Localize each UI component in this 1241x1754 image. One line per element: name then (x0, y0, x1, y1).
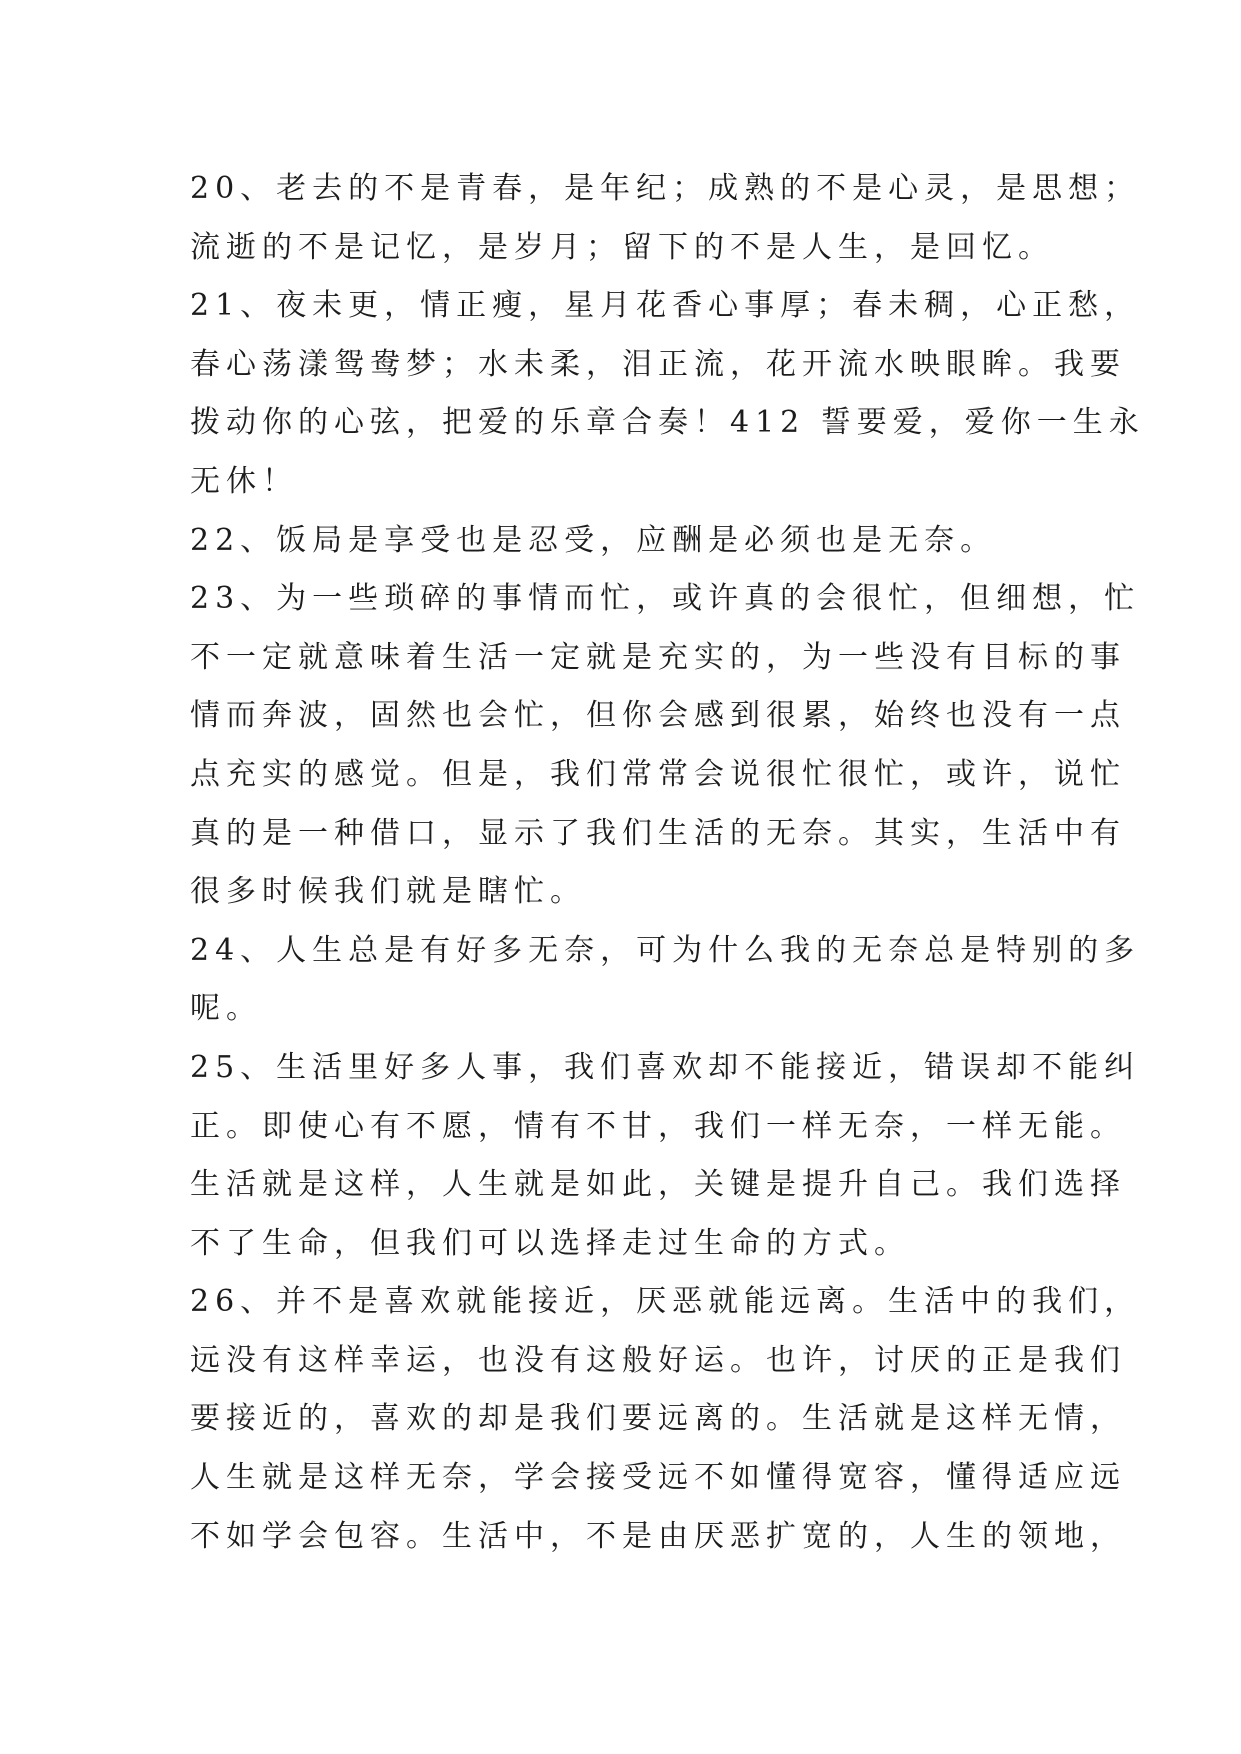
text-line: 很多时候我们就是瞎忙。 (190, 874, 586, 910)
text-line: 拨动你的心弦，把爱的乐章合奏！412 誓要爱，爱你一生永 (190, 405, 1145, 441)
text-line: 远没有这样幸运，也没有这般好运。也许，讨厌的正是我们 (190, 1342, 1126, 1378)
text-line: 25、生活里好多人事，我们喜欢却不能接近，错误却不能纠 (190, 1049, 1141, 1085)
text-line: 不如学会包容。生活中，不是由厌恶扩宽的，人生的领地， (190, 1518, 1126, 1554)
text-line: 不一定就意味着生活一定就是充实的，为一些没有目标的事 (190, 639, 1126, 675)
text-line: 流逝的不是记忆，是岁月；留下的不是人生，是回忆。 (190, 229, 1054, 265)
text-line: 春心荡漾鸳鸯梦；水未柔，泪正流，花开流水映眼眸。我要 (190, 346, 1126, 382)
text-line: 点充实的感觉。但是，我们常常会说很忙很忙，或许，说忙 (190, 756, 1126, 792)
text-line: 正。即使心有不愿，情有不甘，我们一样无奈，一样无能。 (190, 1108, 1126, 1144)
text-line: 不了生命，但我们可以选择走过生命的方式。 (190, 1225, 910, 1261)
text-line: 21、夜未更，情正瘦，星月花香心事厚；春未稠，心正愁， (190, 288, 1141, 324)
text-line: 22、饭局是享受也是忍受，应酬是必须也是无奈。 (190, 522, 997, 558)
text-line: 24、人生总是有好多无奈，可为什么我的无奈总是特别的多 (190, 932, 1141, 968)
text-line: 生活就是这样，人生就是如此，关键是提升自己。我们选择 (190, 1167, 1126, 1203)
text-line: 无休！ (190, 463, 298, 499)
body-text (190, 160, 1145, 1566)
text-line: 要接近的，喜欢的却是我们要远离的。生活就是这样无情， (190, 1401, 1126, 1437)
text-line: 呢。 (190, 991, 262, 1027)
text-line: 23、为一些琐碎的事情而忙，或许真的会很忙，但细想，忙 (190, 581, 1141, 617)
text-line: 26、并不是喜欢就能接近，厌恶就能远离。生活中的我们， (190, 1284, 1141, 1320)
text-line: 真的是一种借口，显示了我们生活的无奈。其实，生活中有 (190, 815, 1126, 851)
text-line: 人生就是这样无奈，学会接受远不如懂得宽容，懂得适应远 (190, 1460, 1126, 1496)
text-line: 情而奔波，固然也会忙，但你会感到很累，始终也没有一点 (190, 698, 1126, 734)
text-line: 20、老去的不是青春，是年纪；成熟的不是心灵，是思想； (190, 171, 1141, 206)
